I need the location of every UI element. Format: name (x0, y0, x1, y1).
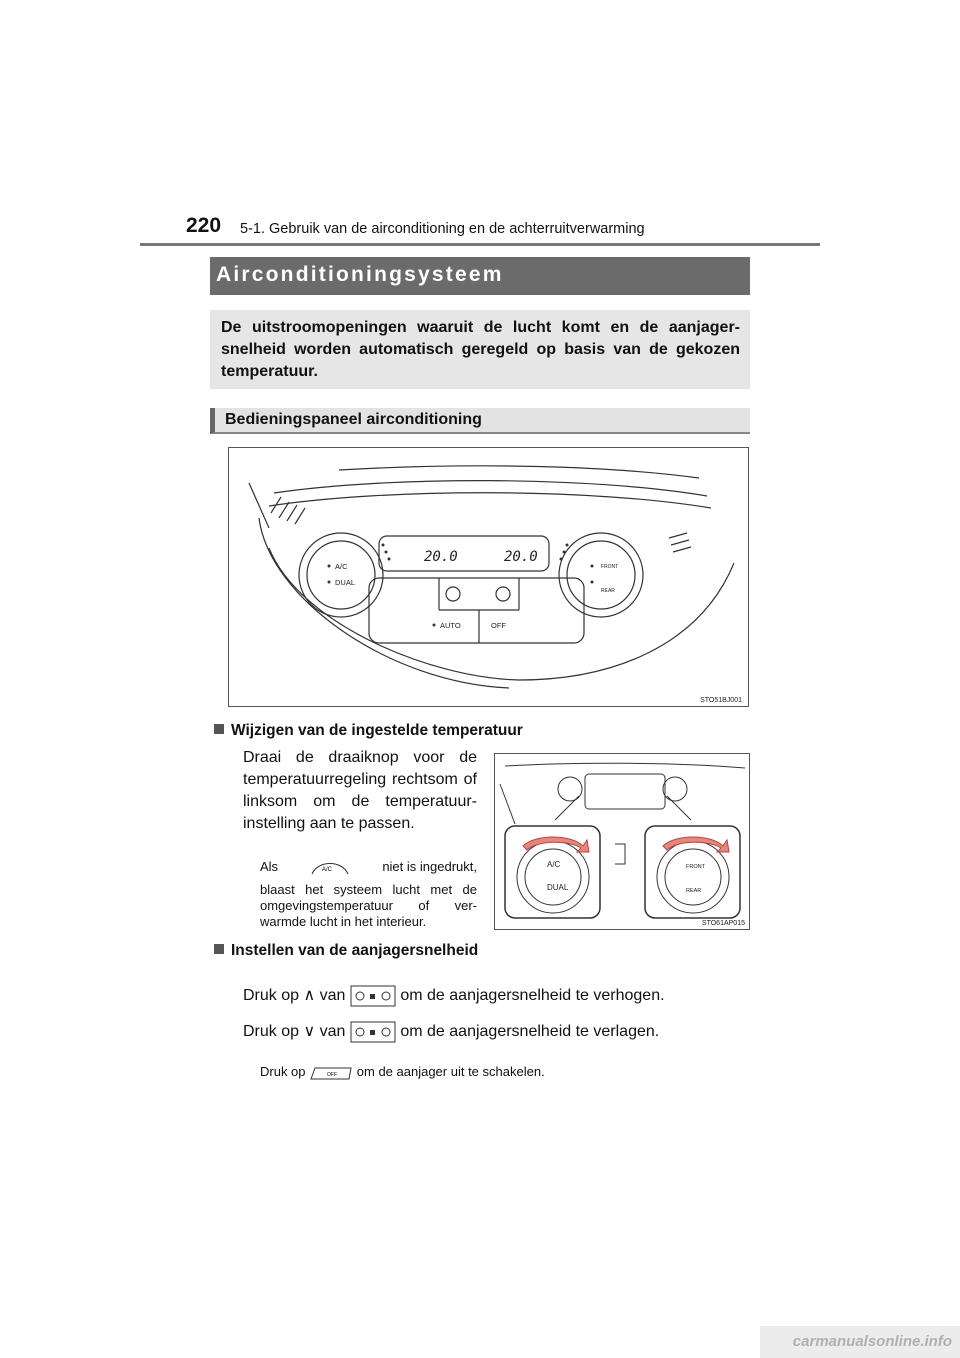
subsection-title: Bedieningspaneel airconditioning (225, 411, 482, 428)
temperature-body: Draai de draaiknop voor de temperatuurregeling rechtsom of linksom om de temperatuur-instelling aan te passen. (243, 749, 477, 832)
intro-box (210, 310, 750, 389)
fan-speed-button-icon (350, 1021, 396, 1043)
fan-decrease-line: Druk op ∨ van om de aanjagersnelheid te verlagen. (243, 1021, 659, 1043)
dial-ac-label: A/C (547, 860, 561, 869)
subsection-bar (210, 408, 750, 434)
title-bar (210, 257, 750, 295)
control-panel-illustration (229, 448, 749, 707)
figure-code: STO51BJ001 (700, 697, 742, 704)
page-title: Airconditioningsysteem (216, 263, 504, 286)
display-temp-left: 20.0 (424, 549, 458, 565)
dial-rear-label: REAR (686, 888, 702, 894)
dial-dual-label: DUAL (547, 883, 569, 892)
dials-illustration (495, 754, 750, 930)
dual-label: DUAL (335, 578, 356, 587)
fan-speed-button-icon (350, 985, 396, 1007)
display-temp-right: 20.0 (504, 549, 538, 565)
heading-temperature: Wijzigen van de ingestelde temperatuur (214, 722, 523, 740)
running-header: 5-1. Gebruik van de airconditioning en de achterruitverwarming (240, 221, 645, 237)
fan-off-note: Druk op OFF om de aanjager uit te schakelen. (260, 1064, 545, 1079)
fan-increase-line: Druk op ∧ van om de aanjagersnelheid te verhogen. (243, 985, 665, 1007)
control-panel-figure (228, 447, 749, 707)
figure-code: STO61AP015 (701, 920, 745, 927)
svg-text:OFF: OFF (327, 1071, 338, 1078)
chevron-down-icon: ∨ (303, 1023, 316, 1041)
chevron-up-icon: ∧ (303, 987, 316, 1005)
ac-label: A/C (335, 562, 348, 571)
watermark: carmanualsonline.info (760, 1326, 960, 1358)
dial-front-label: FRONT (686, 864, 705, 870)
bullet-square-icon (214, 944, 224, 954)
ac-button-icon (310, 858, 350, 876)
header-rule (140, 243, 820, 246)
rear-label: REAR (601, 588, 615, 594)
bullet-square-icon (214, 724, 224, 734)
page-number: 220 (186, 214, 222, 237)
off-label: OFF (491, 621, 506, 630)
off-button-icon (309, 1065, 353, 1081)
temperature-note: Als A/C niet is ingedrukt, blaast het systeem lucht met de omgevingstemperatuur of ver-warmde lucht in het interieur. (260, 859, 477, 929)
intro-text: De uitstroomopeningen waaruit de lucht komt en de aanjager-snelheid worden automatisch geregeld op basis van de gekozen temperatuur. (221, 319, 740, 380)
svg-text:A/C: A/C (322, 867, 333, 873)
auto-label: AUTO (440, 621, 461, 630)
heading-fan-speed: Instellen van de aanjagersnelheid (214, 942, 478, 960)
front-label: FRONT (601, 564, 619, 570)
dials-figure (494, 753, 750, 930)
